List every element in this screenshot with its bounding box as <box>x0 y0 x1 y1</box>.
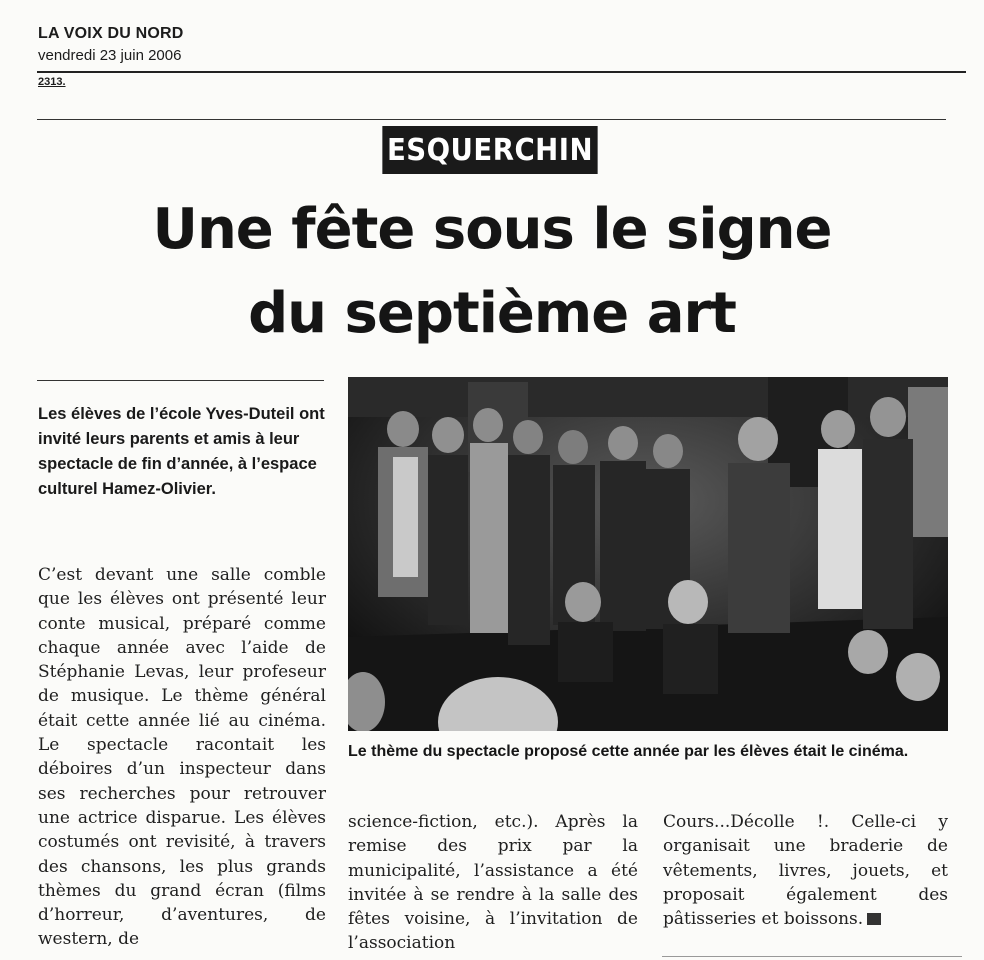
article-lead: Les élèves de l’école Yves-Duteil ont invité leurs parents et amis à leur spectacle de fin d’année, à l’espace culturel Hamez-Olivier. <box>38 405 325 498</box>
page-code: 2313. <box>38 76 66 88</box>
bottom-divider <box>662 956 962 957</box>
body-column-2: science-fiction, etc.). Après la remise des prix par la municipalité, l’assistance a été invitée à se rendre à la salle des fêtes voisine, à l’invitation de l’association <box>348 812 638 954</box>
lead-divider <box>37 380 324 381</box>
body-column-3 <box>663 810 948 931</box>
kicker-divider <box>37 119 946 120</box>
newspaper-name: LA VOIX DU NORD <box>38 25 184 42</box>
article-headline <box>40 188 944 356</box>
body-column-1: C’est devant une salle comble que les élèves ont présenté leur conte musical, préparé comme chaque année avec l’aide de Stéphanie Levas, leur profeseur de musique. Le thème général était cette année lié au cinéma. Le spectacle racontait les déboires d’un inspecteur dans ses recherches pour retrouver une actrice disparue. Les élèves costumés ont revisité, à travers des chansons, les plus grands thèmes du grand écran (films d’horreur, d’aventures, de western, de <box>38 565 326 950</box>
photo-caption: Le thème du spectacle proposé cette année par les élèves était le cinéma. <box>348 743 909 760</box>
header-divider <box>37 71 966 73</box>
headline-line-1: Une fête sous le signe <box>152 197 832 262</box>
location-kicker: ESQUERCHIN <box>382 126 597 174</box>
headline-line-2: du septième art <box>248 281 736 346</box>
end-of-article-mark <box>867 913 881 925</box>
stage-photo-image <box>348 377 948 731</box>
stage-photo <box>348 377 948 731</box>
publication-date: vendredi 23 juin 2006 <box>38 47 182 64</box>
body-column-3-text: Cours...Décolle !. Celle-ci y organisait une braderie de vêtements, livres, jouets, et proposait également des pâtisseries et boissons. <box>663 812 948 930</box>
